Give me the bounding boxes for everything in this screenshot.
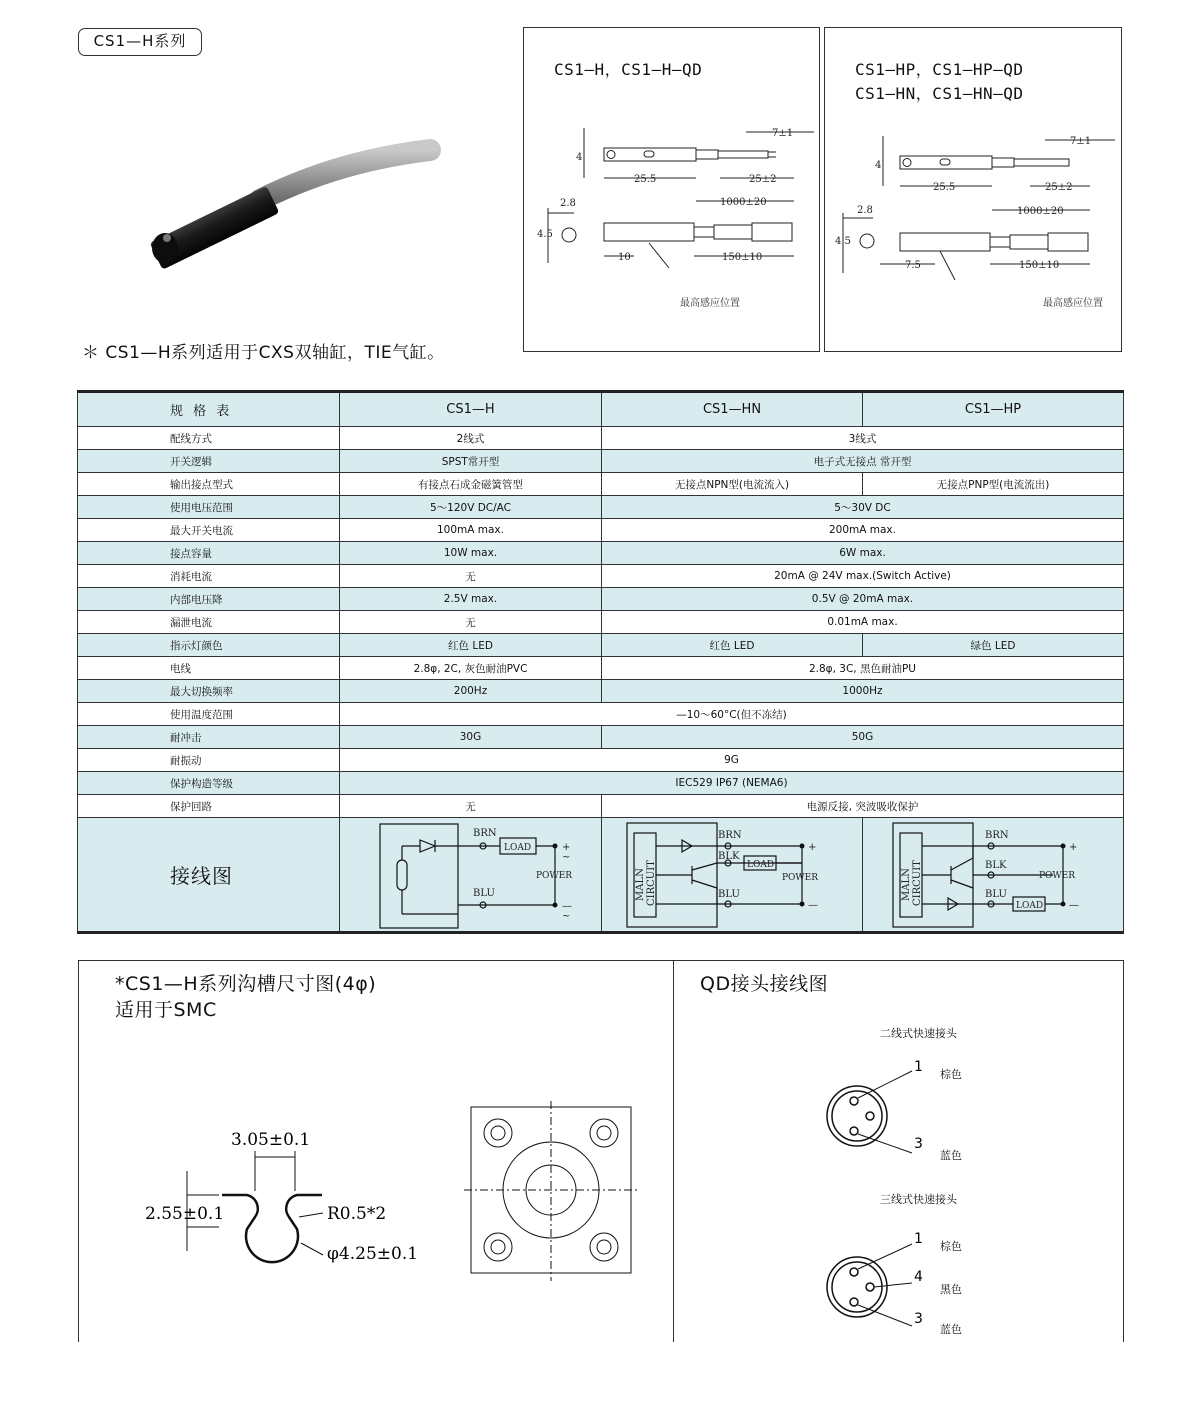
power-label: POWER [1039,871,1076,881]
table-row [78,703,1124,726]
table-row [78,496,1124,519]
main-label: MALN [635,868,646,901]
cell: 2.8φ, 3C, 黑色耐油PU [602,657,1124,680]
brn-label: BRN [985,830,1009,841]
dim-150: 150±10 [1019,260,1060,271]
wiring-diagram-cs1-hn [602,818,863,933]
wiring-row [78,818,1124,933]
dim-7: 7±1 [1070,136,1092,147]
dimension-title-2: CS1—HN，CS1—HN—QD [855,84,1024,103]
table-row [78,473,1124,496]
row-label: 使用温度范围 [78,703,340,726]
table-row [78,726,1124,749]
table-row [78,680,1124,703]
qd-title: QD接头接线图 [700,973,829,995]
table-row [78,588,1124,611]
pin1-color: 棕色 [940,1240,962,1253]
cell: 无接点NPN型(电流流入) [602,473,863,496]
row-label: 指示灯颜色 [78,634,340,657]
row-label: 内部电压降 [78,588,340,611]
pin-1: 1 [914,1059,923,1075]
table-row [78,519,1124,542]
table-row [78,450,1124,473]
dim-2-8: 2.8 [857,205,873,216]
series-badge: CS1—H系列 [78,28,202,56]
qd-section [672,960,1124,1342]
column-header-cs1-hn: CS1—HN [602,392,863,427]
dim-depth: 2.55±0.1 [145,1204,225,1224]
cell: 2线式 [340,427,602,450]
cell: 50G [602,726,1124,749]
sensor-photo [140,120,450,290]
dim-2-8: 2.8 [560,198,576,209]
blk-label: BLK [718,851,740,862]
row-label: 接线图 [78,818,340,933]
cell: 1000Hz [602,680,1124,703]
row-label: 消耗电流 [78,565,340,588]
cell: 0.01mA max. [602,611,1124,634]
table-title: 规 格 表 [78,392,340,427]
groove-subtitle: 适用于SMC [115,999,217,1021]
pin3-color: 蓝色 [940,1149,962,1162]
dim-150: 150±10 [722,252,763,263]
pin4-color: 黑色 [940,1283,962,1296]
power-label: POWER [536,871,573,881]
cell: —10～60°C(但不冻结) [340,703,1124,726]
two-wire-caption: 二线式快速接头 [880,1027,957,1040]
column-header-cs1-h: CS1—H [340,392,602,427]
circuit-label: CIRCUIT [912,860,923,906]
plus-label: + [1069,842,1078,853]
minus-label: — [562,901,572,912]
row-label: 配线方式 [78,427,340,450]
cell: 20mA @ 24V max.(Switch Active) [602,565,1124,588]
groove-drawing [79,961,675,1343]
pin-3: 3 [914,1136,923,1152]
table-row [78,565,1124,588]
cell: 5～30V DC [602,496,1124,519]
row-label: 接点容量 [78,542,340,565]
row-label: 耐冲击 [78,726,340,749]
table-row [78,427,1124,450]
wiring-diagram-cs1-hp [863,818,1124,933]
dim-4-5: 4.5 [537,229,553,240]
cell: 0.5V @ 20mA max. [602,588,1124,611]
pin3-color: 蓝色 [940,1323,962,1336]
pin-4: 4 [914,1269,923,1285]
dimension-title: CS1—H，CS1—H—QD [554,60,703,79]
cable [260,150,430,200]
screw-icon [163,234,171,242]
row-label: 保护构造等级 [78,772,340,795]
plus-label: + [562,842,571,853]
cell: 无接点PNP型(电流流出) [863,473,1124,496]
brn-label: BRN [473,828,497,839]
cell: 无 [340,611,602,634]
load-label: LOAD [1016,901,1044,911]
table-row [78,749,1124,772]
tilde-label: ~ [562,911,571,922]
dim-radius: R0.5*2 [327,1204,387,1224]
column-header-cs1-hp: CS1—HP [863,392,1124,427]
table-row [78,542,1124,565]
row-label: 输出接点型式 [78,473,340,496]
cell: 30G [340,726,602,749]
blu-label: BLU [473,888,495,899]
cell: 9G [340,749,1124,772]
groove-section [78,960,674,1342]
cell: 200Hz [340,680,602,703]
minus-label: — [1069,900,1079,911]
row-label: 最大开关电流 [78,519,340,542]
dim-width: 3.05±0.1 [231,1130,311,1150]
row-label: 开关逻辑 [78,450,340,473]
pin-1: 1 [914,1231,923,1247]
row-label: 耐振动 [78,749,340,772]
table-row [78,772,1124,795]
wiring-diagram-cs1-h [340,818,602,933]
dim-4: 4 [875,160,882,171]
sensing-position-caption: 最高感应位置 [680,298,740,309]
pin1-color: 棕色 [940,1068,962,1081]
row-label: 最大切换频率 [78,680,340,703]
cell: 10W max. [340,542,602,565]
dim-7: 7±1 [772,128,794,139]
dimension-drawing [524,28,821,353]
cell: 3线式 [602,427,1124,450]
cell: 有接点石成金磁簧管型 [340,473,602,496]
dimension-title-1: CS1—HP，CS1—HP—QD [855,60,1024,79]
cell: SPST常开型 [340,450,602,473]
table-row [78,611,1124,634]
dim-1000: 1000±20 [1017,206,1064,217]
cell: 无 [340,795,602,818]
load-label: LOAD [747,860,775,870]
row-label: 漏泄电流 [78,611,340,634]
dim-25-5: 25.5 [634,174,657,185]
dim-4-5: 4.5 [835,236,851,247]
cell: 无 [340,565,602,588]
dim-25: 25±2 [1045,182,1073,193]
three-wire-caption: 三线式快速接头 [880,1193,957,1206]
cell: 电源反接, 突波吸收保护 [602,795,1124,818]
qd-connectors [672,961,1124,1343]
cell: 2.5V max. [340,588,602,611]
dimension-box-cs1-hp-hn [824,27,1122,352]
row-label: 电线 [78,657,340,680]
table-row [78,657,1124,680]
cell: 电子式无接点 常开型 [602,450,1124,473]
dim-4: 4 [576,152,583,163]
minus-label: — [808,900,818,911]
row-label: 使用电压范围 [78,496,340,519]
sensing-position-caption: 最高感应位置 [1043,298,1103,309]
cell: 2.8φ, 2C, 灰色耐油PVC [340,657,602,680]
load-label: LOAD [504,843,532,853]
dim-1000: 1000±20 [720,197,767,208]
dim-diameter: φ4.25±0.1 [327,1244,419,1264]
plus-label: + [808,842,817,853]
dim-25: 25±2 [749,174,777,185]
cell: 5～120V DC/AC [340,496,602,519]
cell: IEC529 IP67 (NEMA6) [340,772,1124,795]
brn-label: BRN [718,830,742,841]
spec-table [77,390,1124,934]
dim-10: 10 [618,252,631,263]
application-note: ＊ CS1—H系列适用于CXS双轴缸，TIE气缸。 [82,343,445,363]
pin-3: 3 [914,1311,923,1327]
cell: 红色 LED [340,634,602,657]
cell: 200mA max. [602,519,1124,542]
groove-title: *CS1—H系列沟槽尺寸图(4φ) [115,973,377,995]
blk-label: BLK [985,860,1007,871]
cell: 100mA max. [340,519,602,542]
dim-7-5: 7.5 [905,260,921,271]
blu-label: BLU [718,889,740,900]
cell: 绿色 LED [863,634,1124,657]
dim-25-5: 25.5 [933,182,956,193]
row-label: 保护回路 [78,795,340,818]
table-row [78,634,1124,657]
tilde-label: ~ [562,852,571,863]
power-label: POWER [782,873,819,883]
circuit-label: CIRCUIT [646,860,657,906]
dimension-box-cs1-h [523,27,820,352]
blu-label: BLU [985,889,1007,900]
cell: 红色 LED [602,634,863,657]
main-label: MALN [901,868,912,901]
cell: 6W max. [602,542,1124,565]
table-row [78,795,1124,818]
table-header-row [78,392,1124,427]
